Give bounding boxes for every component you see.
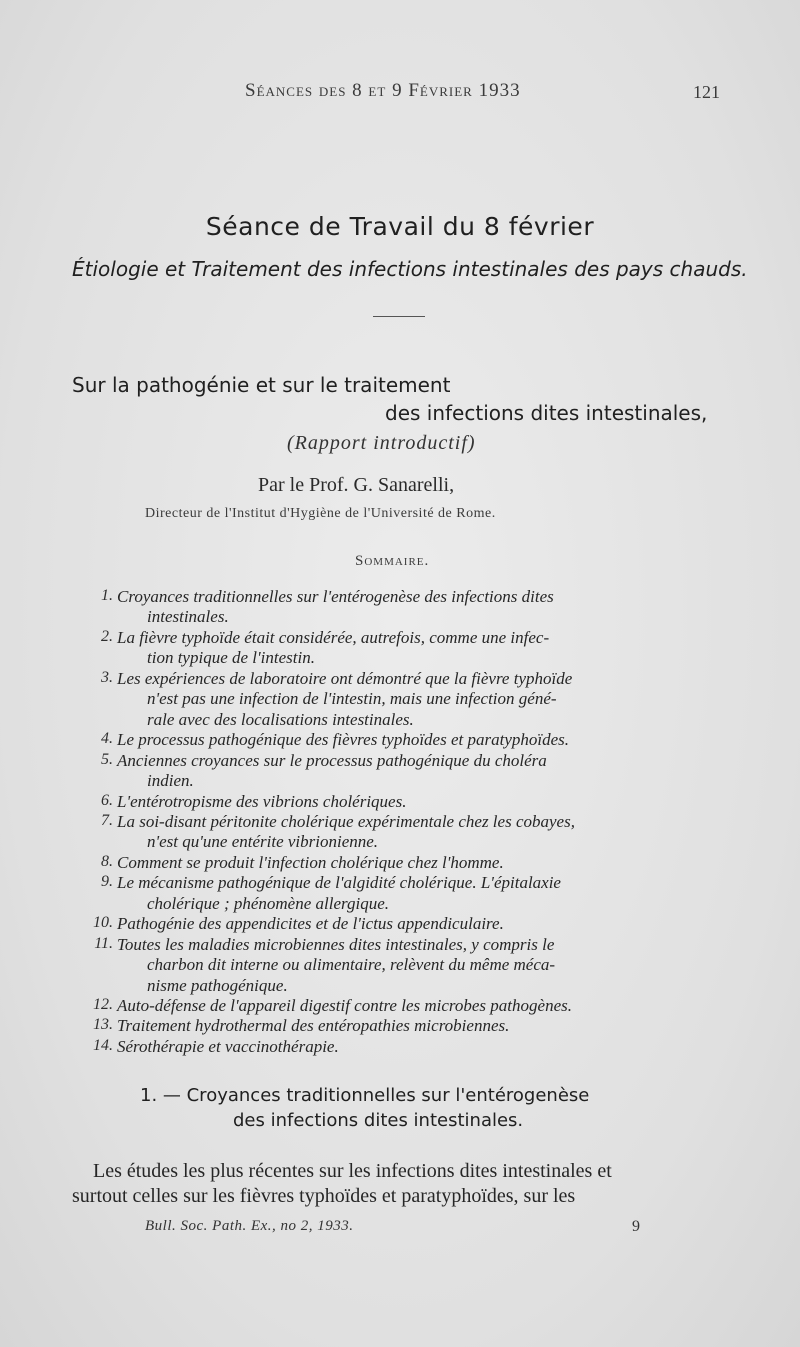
signature-mark: 9 [632,1218,640,1235]
sommaire-item-line: Anciennes croyances sur le processus pathogénique du choléra [117,750,547,770]
sommaire-item-number: 8. [101,852,113,870]
session-subtitle: Étiologie et Traitement des infections intestinales des pays chauds. [72,257,748,281]
sommaire-item-number: 6. [101,791,113,809]
sommaire-item-line: L'entérotropisme des vibrions cholériques. [117,791,407,811]
sommaire-item-number: 1. [101,587,113,604]
sommaire-item-line: n'est qu'une entérite vibrionienne. [147,832,379,852]
sommaire-item-number: 11. [94,934,113,952]
sommaire-item-number: 12. [93,996,113,1013]
rapport-label: (Rapport introductif) [287,432,476,454]
author-byline: Par le Prof. G. Sanarelli, [258,474,455,496]
sommaire-item-number: 4. [101,730,113,748]
sommaire-item-line: Croyances traditionnelles sur l'entérogenèse des infections dites [117,587,554,606]
sommaire-item-number: 2. [101,627,113,645]
page-number: 121 [693,82,720,102]
sommaire-item-number: 14. [93,1036,113,1054]
article-title-line2: des infections dites intestinales, [385,401,708,425]
sommaire-item-line: Auto-défense de l'appareil digestif contre les microbes pathogènes. [117,996,572,1015]
sommaire-item-line: rale avec des localisations intestinales. [147,709,414,729]
sommaire-item-line: Le processus pathogénique des fièvres typhoïdes et paratyphoïdes. [117,730,569,750]
body-text-line1: Les études les plus récentes sur les infections dites intestinales et [93,1160,612,1182]
sommaire-item-line: nisme pathogénique. [147,975,288,995]
sommaire-item-number: 3. [101,668,113,686]
sommaire-item-line: Traitement hydrothermal des entéropathies microbiennes. [117,1016,510,1036]
footer-citation: Bull. Soc. Path. Ex., no 2, 1933. [145,1218,354,1234]
sommaire-item-line: n'est pas une infection de l'intestin, mais une infection géné- [147,689,557,709]
sommaire-item-line: tion typique de l'intestin. [147,648,315,668]
sommaire-item-line: Les expériences de laboratoire ont démontré que la fièvre typhoïde [117,668,573,688]
sommaire-item-number: 10. [93,914,113,932]
article-title-line1: Sur la pathogénie et sur le traitement [72,373,451,397]
running-head: Séances des 8 et 9 Février 1933 [245,80,521,101]
body-text-line2: surtout celles sur les fièvres typhoïdes et paratyphoïdes, sur les [72,1185,576,1207]
sommaire-item-line: charbon dit interne ou alimentaire, relèvent du même méca- [147,955,556,975]
sommaire-heading: Sommaire. [355,553,430,569]
sommaire-item-number: 9. [101,873,113,891]
sommaire-item-line: La fièvre typhoïde était considérée, autrefois, comme une infec- [117,627,550,647]
sommaire-item-line: cholérique ; phénomène allergique. [147,893,390,913]
sommaire-item-line: Sérothérapie et vaccinothérapie. [117,1036,339,1056]
sommaire-item-line: La soi-disant péritonite cholérique expérimentale chez les cobayes, [117,811,575,831]
section-heading-line2: des infections dites intestinales. [233,1110,524,1131]
sommaire-item-line: indien. [147,771,194,791]
sommaire-item-line: Toutes les maladies microbiennes dites intestinales, y compris le [117,934,555,954]
session-title: Séance de Travail du 8 février [205,212,595,241]
author-affiliation: Directeur de l'Institut d'Hygiène de l'Université de Rome. [145,506,496,521]
separator-rule [373,316,425,317]
sommaire-item-line: Le mécanisme pathogénique de l'algidité cholérique. L'épitalaxie [117,873,561,893]
section-heading-line1: 1. — Croyances traditionnelles sur l'entérogenèse [140,1085,590,1106]
sommaire-item-line: Comment se produit l'infection cholérique chez l'homme. [117,852,504,872]
sommaire-item-line: Pathogénie des appendicites et de l'ictus appendiculaire. [117,914,504,934]
sommaire-item-number: 7. [101,811,113,829]
sommaire-item-number: 13. [93,1016,113,1034]
sommaire-item-line: intestinales. [147,607,229,627]
sommaire-item-number: 5. [101,750,113,768]
